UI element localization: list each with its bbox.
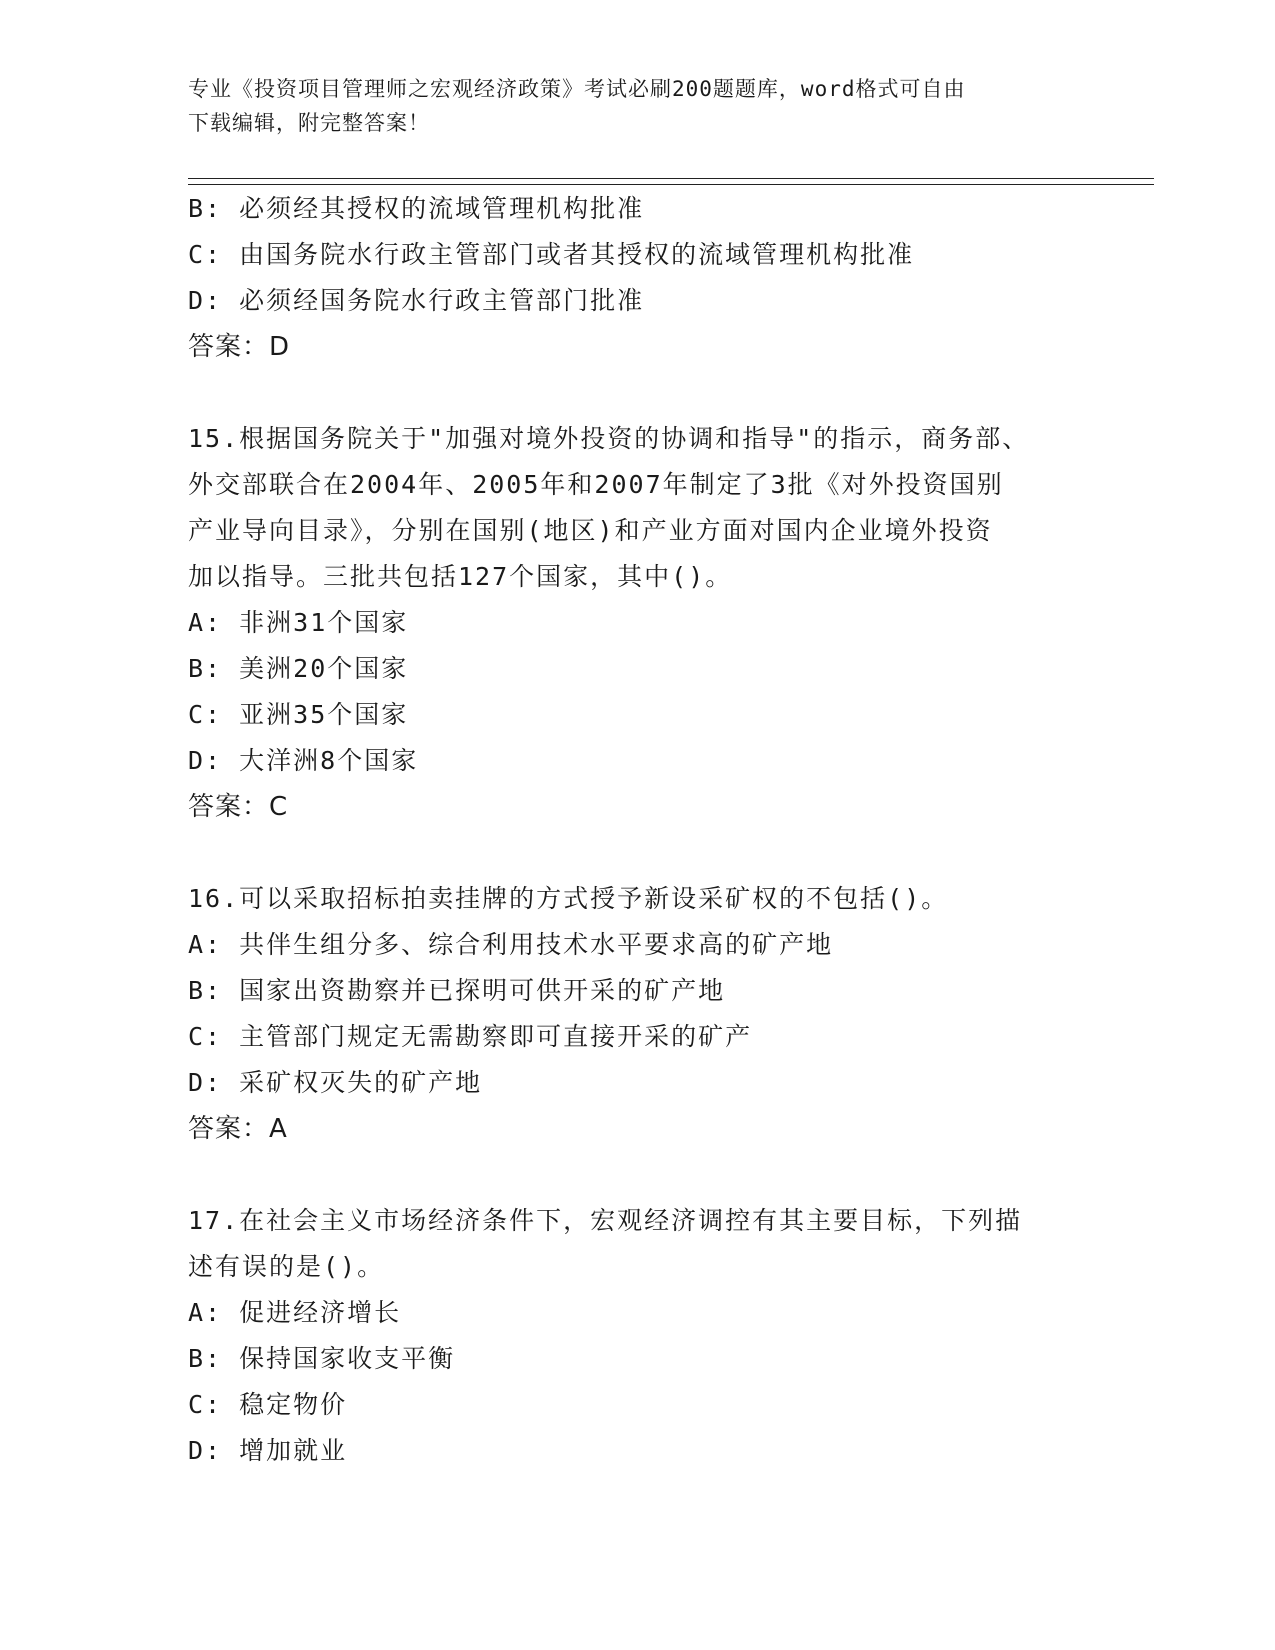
q15-stem-line-3: 产业导向目录》，分别在国别(地区)和产业方面对国内企业境外投资 (188, 516, 993, 545)
question-gap (188, 1152, 1088, 1198)
q16-option-b: B: 国家出资勘察并已探明可供开采的矿产地 (188, 976, 726, 1005)
question-15 (188, 416, 1088, 830)
q15-stem-line-4: 加以指导。三批共包括127个国家，其中()。 (188, 562, 733, 591)
header-line-2: 下载编辑，附完整答案！ (188, 111, 430, 135)
header-divider (188, 178, 1154, 185)
q16-option-d: D: 采矿权灭失的矿产地 (188, 1068, 483, 1097)
q15-stem-line-1: 15.根据国务院关于"加强对境外投资的协调和指导"的指示，商务部、 (188, 424, 1030, 453)
q17-stem-line-1: 17.在社会主义市场经济条件下，宏观经济调控有其主要目标，下列描 (188, 1206, 1023, 1235)
q15-option-c: C: 亚洲35个国家 (188, 700, 409, 729)
question-17 (188, 1198, 1088, 1474)
q15-answer: 答案：C (188, 792, 289, 822)
q17-option-b: B: 保持国家收支平衡 (188, 1344, 456, 1373)
header-line-1: 专业《投资项目管理师之宏观经济政策》考试必刷200题题库，word格式可自由 (188, 77, 966, 101)
q14-option-d: D: 必须经国务院水行政主管部门批准 (188, 286, 645, 315)
q16-stem: 16.可以采取招标拍卖挂牌的方式授予新设采矿权的不包括()。 (188, 884, 949, 913)
q17-stem-line-2: 述有误的是()。 (188, 1252, 385, 1281)
q17-option-a: A: 促进经济增长 (188, 1298, 402, 1327)
q14-answer: 答案：D (188, 332, 291, 362)
question-gap (188, 370, 1088, 416)
q15-option-b: B: 美洲20个国家 (188, 654, 409, 683)
q17-option-c: C: 稳定物价 (188, 1390, 348, 1419)
q16-option-c: C: 主管部门规定无需勘察即可直接开采的矿产 (188, 1022, 753, 1051)
question-body (188, 186, 1088, 1474)
q14-option-c: C: 由国务院水行政主管部门或者其授权的流域管理机构批准 (188, 240, 915, 269)
question-gap (188, 830, 1088, 876)
question-16 (188, 876, 1088, 1152)
q15-option-d: D: 大洋洲8个国家 (188, 746, 419, 775)
question-14-tail (188, 186, 1088, 370)
q15-stem-line-2: 外交部联合在2004年、2005年和2007年制定了3批《对外投资国别 (188, 470, 1004, 499)
q17-option-d: D: 增加就业 (188, 1436, 348, 1465)
q14-option-b: B: 必须经其授权的流域管理机构批准 (188, 194, 645, 223)
page-header (188, 72, 1068, 140)
q15-option-a: A: 非洲31个国家 (188, 608, 409, 637)
q16-option-a: A: 共伴生组分多、综合利用技术水平要求高的矿产地 (188, 930, 834, 959)
q16-answer: 答案：A (188, 1114, 288, 1144)
